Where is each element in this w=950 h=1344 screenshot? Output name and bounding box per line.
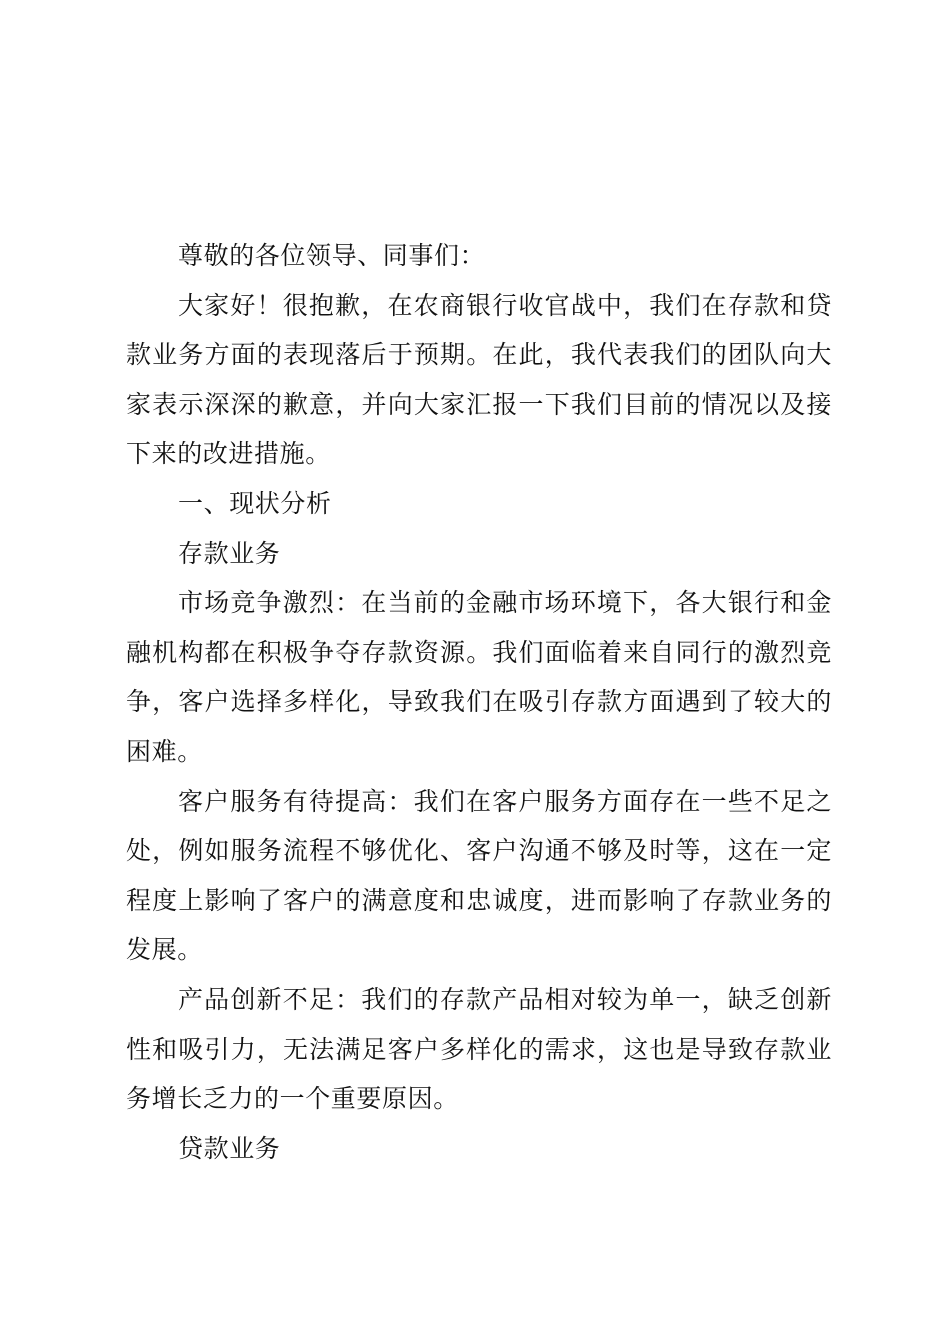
subheading-deposit-business: 存款业务 xyxy=(178,538,281,568)
paragraph-market-competition: 市场竞争激烈：在当前的金融市场环境下，各大银行和金融机构都在积极争夺存款资源。我们面临着来自同行的激烈竞争，客户选择多样化，导致我们在吸引存款方面遇到了较大的困难。 xyxy=(126,588,832,766)
document-body xyxy=(126,231,832,1173)
paragraph-customer-service: 客户服务有待提高：我们在客户服务方面存在一些不足之处，例如服务流程不够优化、客户沟通不够及时等，这在一定程度上影响了客户的满意度和忠诚度，进而影响了存款业务的发展。 xyxy=(126,786,832,965)
paragraph-product-innovation: 产品创新不足：我们的存款产品相对较为单一，缺乏创新性和吸引力，无法满足客户多样化的需求，这也是导致存款业务增长乏力的一个重要原因。 xyxy=(126,984,832,1114)
intro-paragraph: 大家好！很抱歉，在农商银行收官战中，我们在存款和贷款业务方面的表现落后于预期。在此，我代表我们的团队向大家表示深深的歉意，并向大家汇报一下我们目前的情况以及接下来的改进措施。 xyxy=(126,290,832,469)
section-heading-status-analysis: 一、现状分析 xyxy=(178,488,332,518)
subheading-loan-business: 贷款业务 xyxy=(178,1133,281,1163)
greeting: 尊敬的各位领导、同事们： xyxy=(178,241,486,270)
